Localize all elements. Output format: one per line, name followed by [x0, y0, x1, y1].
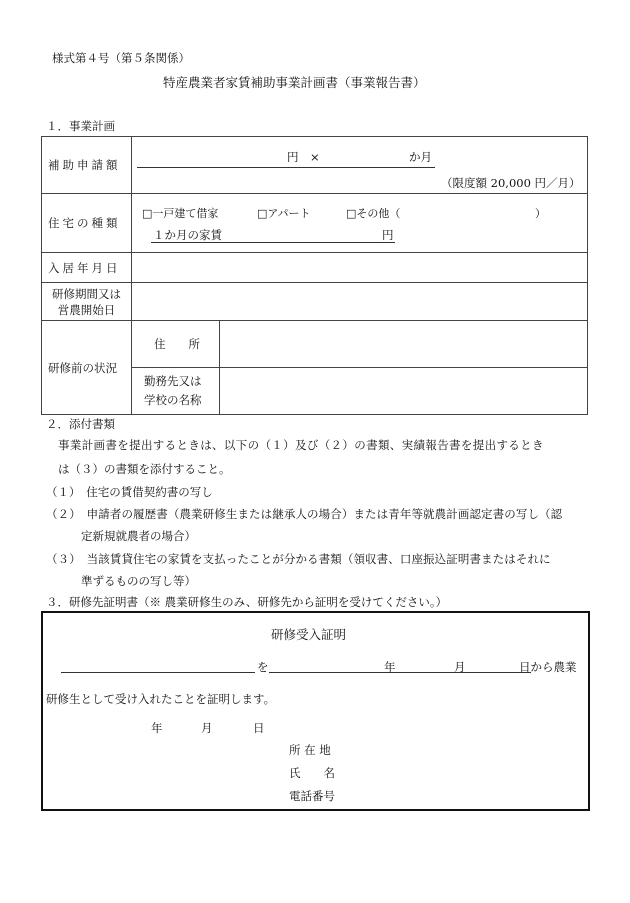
yen-times-text: 円 ×	[287, 150, 320, 164]
workplace-label-line1: 勤務先又は	[144, 374, 202, 388]
certificate-statement: 研修生として受け入れたことを証明します。	[46, 692, 276, 706]
workplace-value[interactable]	[220, 368, 588, 415]
option-apartment[interactable]: □アパート	[257, 207, 311, 220]
option-detached-house[interactable]: □一戸建て借家	[142, 207, 219, 220]
option-other[interactable]: □その他（	[346, 207, 401, 220]
monthly-rent-label: １か月の家賃	[153, 228, 222, 242]
housing-type-cell[interactable]	[132, 194, 588, 253]
attachment-item2-line1: （２） 申請者の履歴書（農業研修生または継承人の場合）または青年等就農計画認定書の写し（認	[46, 507, 563, 521]
prior-status-label: 研修前の状況	[42, 321, 132, 415]
move-in-date-label: 入居年月日	[42, 253, 132, 283]
start-year-label: 年	[384, 660, 396, 674]
trainee-name-underline[interactable]	[61, 672, 255, 673]
row-housing-type	[42, 194, 588, 253]
attachments-intro-line2: は（３）の書類を添付すること。	[58, 462, 231, 476]
training-period-label-line1: 研修期間又は	[52, 286, 121, 301]
subsidy-underline	[137, 167, 435, 168]
page-title: 特産農業者家賃補助事業計画書（事業報告書）	[163, 75, 426, 90]
training-period-label-line2: 営農開始日	[57, 302, 116, 317]
start-date-underline[interactable]	[269, 672, 531, 673]
row-address	[42, 321, 588, 368]
training-period-label	[42, 283, 132, 321]
section2-heading: ２．添付書類	[46, 417, 115, 431]
address-label: 住 所	[132, 321, 220, 368]
training-period-value[interactable]	[132, 283, 588, 321]
attachment-item2-line2: 定新規就農者の場合）	[81, 529, 196, 543]
start-day-label: 日から農業	[519, 660, 577, 674]
cert-date-month: 月	[201, 721, 213, 735]
attachment-item1: （１） 住宅の賃借契約書の写し	[46, 485, 213, 499]
name-label: 氏 名	[289, 766, 335, 780]
phone-label: 電話番号	[289, 789, 335, 803]
attachment-item3-line1: （３） 当該賃貸住宅の家賃を支払ったことが分かる書類（領収書、口座振込証明書またはそれに	[46, 552, 551, 566]
address-value[interactable]	[220, 321, 588, 368]
months-text: か月	[409, 150, 432, 164]
workplace-label	[132, 368, 220, 415]
row-training-period	[42, 283, 588, 321]
row-move-in-date	[42, 253, 588, 283]
cert-date-year: 年	[151, 721, 163, 735]
section1-heading: １．事業計画	[46, 119, 115, 133]
location-label: 所 在 地	[289, 743, 331, 757]
cert-date-day: 日	[253, 721, 265, 735]
wo-text: を	[257, 660, 269, 674]
certificate-title: 研修受入証明	[271, 627, 347, 642]
workplace-label-line2: 学校の名称	[144, 393, 202, 407]
move-in-date-value[interactable]	[132, 253, 588, 283]
attachments-intro-line1: 事業計画書を提出するときは、以下の（１）及び（２）の書類、実績報告書を提出するとき	[58, 438, 544, 452]
limit-note: （限度額 20,000 円／月）	[441, 176, 581, 190]
housing-type-label: 住宅の種類	[42, 194, 132, 253]
monthly-rent-yen: 円	[382, 228, 394, 242]
section3-heading: ３．研修先証明書（※ 農業研修生のみ、研修先から証明を受けてください。）	[46, 595, 448, 609]
subsidy-amount-label: 補助申請額	[42, 137, 132, 194]
form-number: 様式第４号（第５条関係）	[52, 51, 190, 65]
other-close-paren: ）	[535, 207, 546, 220]
monthly-rent-underline	[151, 242, 395, 243]
start-month-label: 月	[454, 660, 466, 674]
attachment-item3-line2: 準ずるものの写し等）	[81, 574, 196, 588]
